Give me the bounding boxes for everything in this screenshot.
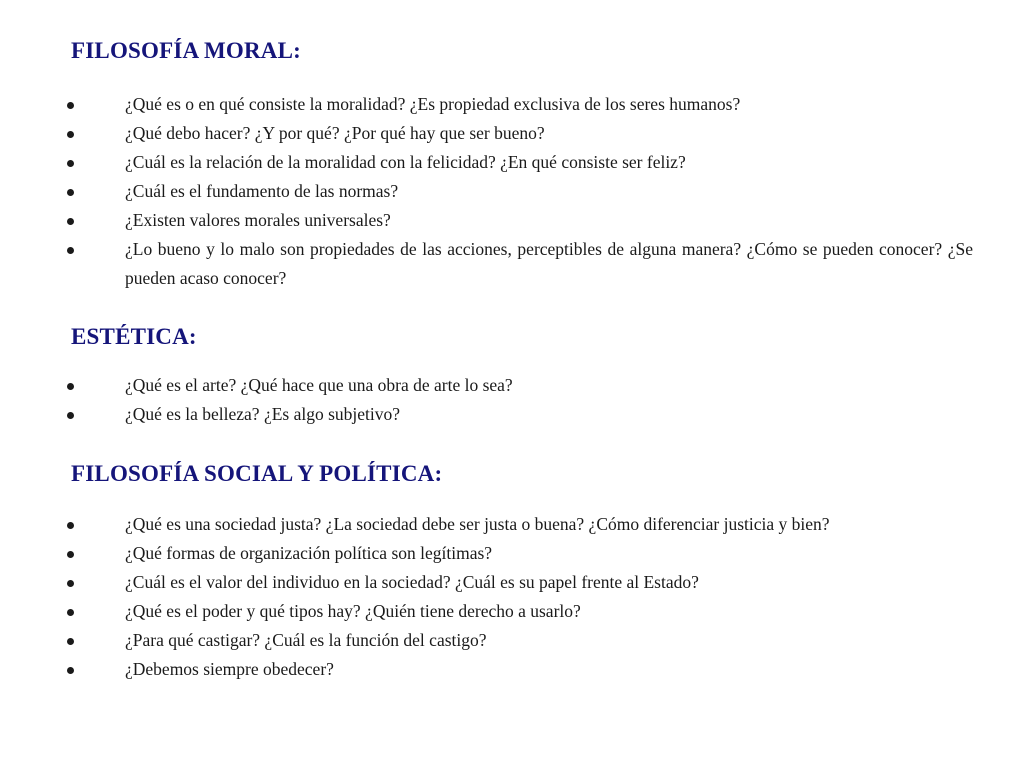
bullet-icon [67, 667, 74, 674]
list-item [0, 568, 1024, 597]
bullet-icon [67, 160, 74, 167]
bullet-icon [67, 609, 74, 616]
bullet-icon [67, 247, 74, 254]
heading-filosofia-moral: FILOSOFÍA MORAL: [71, 38, 302, 63]
question-text: ¿Qué es la belleza? ¿Es algo subjetivo? [125, 404, 401, 424]
bullet-icon [67, 218, 74, 225]
bullet-icon [67, 102, 74, 109]
question-text: ¿Qué es una sociedad justa? ¿La sociedad debe ser justa o buena? ¿Cómo diferenciar justicia y bien? [125, 514, 830, 534]
list-estetica [0, 371, 1024, 429]
question-text: ¿Cuál es el valor del individuo en la sociedad? ¿Cuál es su papel frente al Estado? [125, 572, 699, 592]
question-text: ¿Qué formas de organización política son legítimas? [125, 543, 493, 563]
bullet-icon [67, 131, 74, 138]
list-item [0, 119, 1024, 148]
question-text: ¿Qué es el poder y qué tipos hay? ¿Quién tiene derecho a usarlo? [125, 601, 581, 621]
question-text: ¿Qué es el arte? ¿Qué hace que una obra de arte lo sea? [125, 375, 513, 395]
list-filosofia-moral [0, 90, 1024, 293]
question-text: ¿Para qué castigar? ¿Cuál es la función del castigo? [125, 630, 487, 650]
list-item [0, 539, 1024, 568]
list-item [0, 626, 1024, 655]
list-item [0, 148, 1024, 177]
question-text: ¿Lo bueno y lo malo son propiedades de las acciones, perceptibles de alguna manera? ¿Cómo se pueden conocer? ¿Se pueden acaso conocer? [125, 239, 973, 288]
question-text: ¿Debemos siempre obedecer? [125, 659, 334, 679]
list-item [0, 371, 1024, 400]
bullet-icon [67, 551, 74, 558]
list-item [0, 90, 1024, 119]
heading-filosofia-social-politica: FILOSOFÍA SOCIAL Y POLÍTICA: [71, 461, 443, 486]
list-item [0, 400, 1024, 429]
list-item [0, 510, 1024, 539]
question-text: ¿Qué debo hacer? ¿Y por qué? ¿Por qué hay que ser bueno? [125, 123, 545, 143]
bullet-icon [67, 383, 74, 390]
list-filosofia-social-politica [0, 510, 1024, 684]
bullet-icon [67, 522, 74, 529]
question-text: ¿Cuál es la relación de la moralidad con la felicidad? ¿En qué consiste ser feliz? [125, 152, 686, 172]
list-item [0, 597, 1024, 626]
list-item [0, 177, 1024, 206]
bullet-icon [67, 189, 74, 196]
list-item [0, 235, 1024, 293]
question-text: ¿Cuál es el fundamento de las normas? [125, 181, 399, 201]
question-text: ¿Qué es o en qué consiste la moralidad? ¿Es propiedad exclusiva de los seres humanos? [125, 94, 741, 114]
heading-estetica: ESTÉTICA: [71, 324, 197, 349]
bullet-icon [67, 580, 74, 587]
question-text: ¿Existen valores morales universales? [125, 210, 391, 230]
bullet-icon [67, 412, 74, 419]
bullet-icon [67, 638, 74, 645]
list-item [0, 655, 1024, 684]
list-item [0, 206, 1024, 235]
